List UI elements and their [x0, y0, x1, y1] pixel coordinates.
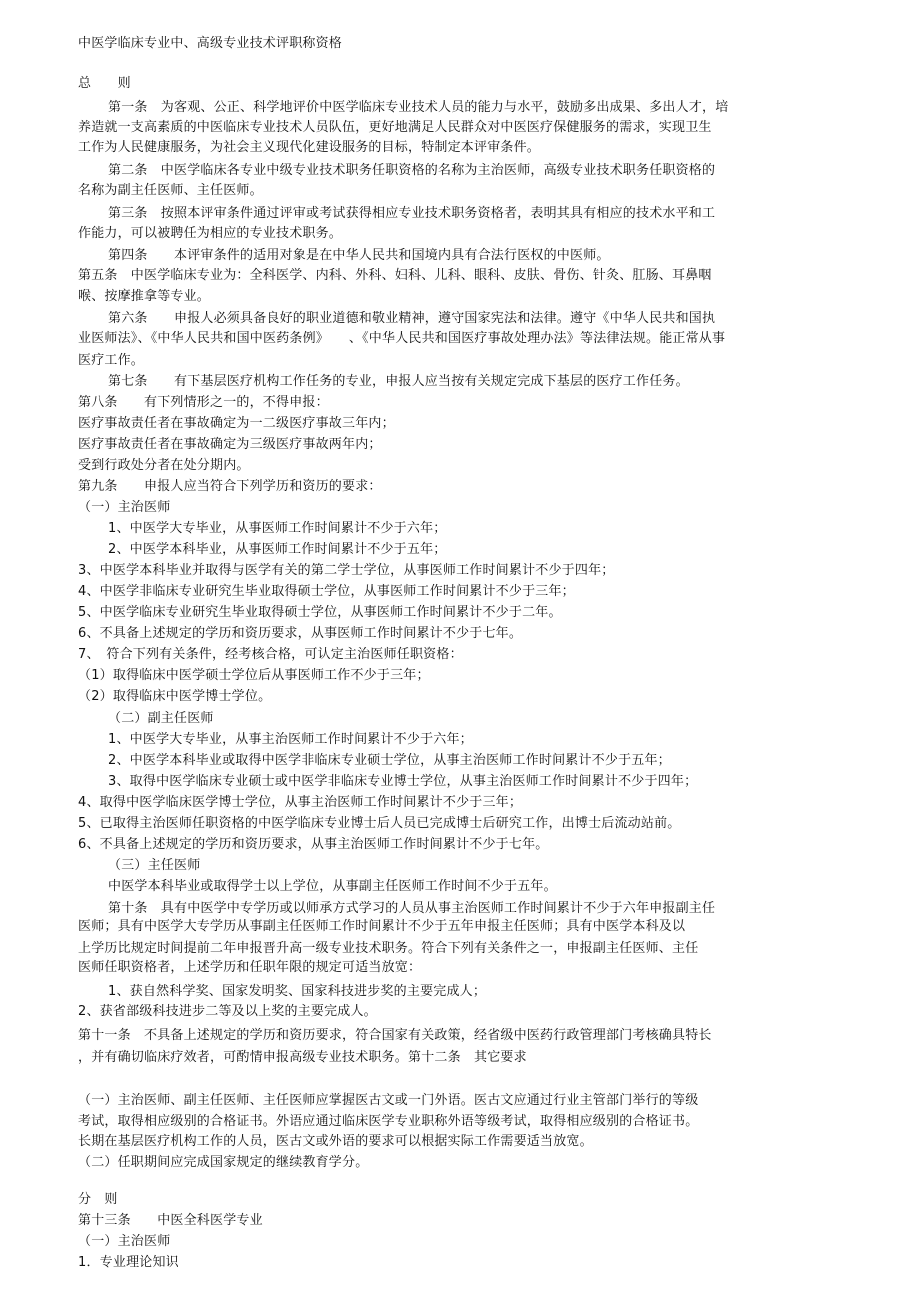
text-line: ，并有确切临床疗效者，可酌情申报高级专业技术职务。第十二条 其它要求: [78, 1050, 527, 1065]
text-line: 第二条 中医学临床各专业中级专业技术职务任职资格的名称为主治医师，高级专业技术职务任职资格的: [108, 163, 716, 178]
list-item: 1．专业理论知识: [78, 1255, 179, 1270]
text-line: （一）主治医师、副主任医师、主任医师应掌握医古文或一门外语。医古文应通过行业主管部门举行的等级: [78, 1093, 699, 1108]
text-line: 医疗事故责任者在事故确定为一二级医疗事故三年内；: [78, 416, 395, 431]
list-item: 1、获自然科学奖、国家发明奖、国家科技进步奖的主要完成人；: [108, 984, 487, 999]
text-line: 受到行政处分者在处分期内。: [78, 458, 250, 473]
subheading: （一）主治医师: [78, 1234, 171, 1249]
list-item: 4、中医学非临床专业研究生毕业取得硕士学位，从事医师工作时间累计不少于三年；: [78, 584, 575, 599]
text-line: 养造就一支高素质的中医临床专业技术人员队伍，更好地满足人民群众对中医医疗保健服务的需求，实现卫生: [78, 120, 712, 135]
text-line: 作能力，可以被聘任为相应的专业技术职务。: [78, 226, 343, 241]
text-line: （二）任职期间应完成国家规定的继续教育学分。: [78, 1155, 369, 1170]
list-item: 3、中医学本科毕业并取得与医学有关的第二学士学位，从事医师工作时间累计不少于四年；: [78, 563, 615, 578]
text-line: 考试，取得相应级别的合格证书。外语应通过临床医学专业职称外语等级考试，取得相应级别的合格证书。: [78, 1114, 699, 1129]
text-line: 医疗工作。: [78, 353, 145, 368]
list-item: 5、中医学临床专业研究生毕业取得硕士学位，从事医师工作时间累计不少于二年。: [78, 605, 562, 620]
subheading: （二）副主任医师: [108, 711, 214, 726]
text-line: 中医学本科毕业或取得学士以上学位，从事副主任医师工作时间不少于五年。: [108, 879, 557, 894]
list-item: 7、 符合下列有关条件，经考核合格，可认定主治医师任职资格：: [78, 647, 463, 662]
list-item: （2）取得临床中医学博士学位。: [78, 689, 272, 704]
list-item: 4、取得中医学临床医学博士学位，从事主治医师工作时间累计不少于三年；: [78, 795, 523, 810]
text-line: 长期在基层医疗机构工作的人员，医古文或外语的要求可以根据实际工作需要适当放宽。: [78, 1134, 593, 1149]
text-line: 第十一条 不具备上述规定的学历和资历要求，符合国家有关政策，经省级中医药行政管理部门考核确具特长: [78, 1028, 712, 1043]
list-item: 5、已取得主治医师任职资格的中医学临床专业博士后人员已完成博士后研究工作，出博士后流动站前。: [78, 816, 681, 831]
list-item: （1）取得临床中医学硕士学位后从事医师工作不少于三年；: [78, 668, 430, 683]
text-line: 医疗事故责任者在事故确定为三级医疗事故两年内；: [78, 437, 382, 452]
document-title: 中医学临床专业中、高级专业技术评职称资格: [78, 36, 343, 51]
text-line: 第十三条 中医全科医学专业: [78, 1213, 263, 1228]
subheading: （三）主任医师: [108, 858, 201, 873]
list-item: 1、中医学大专毕业，从事主治医师工作时间累计不少于六年；: [108, 732, 473, 747]
text-line: 医师；具有中医学大专学历从事副主任医师工作时间累计不少于五年申报主任医师；具有中医学本科及以: [78, 919, 686, 934]
text-line: 名称为副主任医师、主任医师。: [78, 183, 263, 198]
subheading: （一）主治医师: [78, 500, 171, 515]
list-item: 2、中医学本科毕业，从事医师工作时间累计不少于五年；: [108, 542, 447, 557]
text-line: 第九条 申报人应当符合下列学历和资历的要求：: [78, 479, 382, 494]
text-line: 第五条 中医学临床专业为：全科医学、内科、外科、妇科、儿科、眼科、皮肤、骨伤、针灸、肛肠、耳鼻咽: [78, 268, 712, 283]
text-line: 上学历比规定时间提前二年申报晋升高一级专业技术职务。符合下列有关条件之一，申报副主任医师、主任: [78, 941, 699, 956]
text-line: 第三条 按照本评审条件通过评审或考试获得相应专业技术职务资格者，表明其具有相应的技术水平和工: [108, 206, 716, 221]
text-line: 医师任职资格者，上述学历和任职年限的规定可适当放宽：: [78, 960, 422, 975]
section-heading-detailed: 分 则: [78, 1192, 118, 1207]
text-line: 第一条 为客观、公正、科学地评价中医学临床专业技术人员的能力与水平，鼓励多出成果、多出人才，培: [108, 100, 729, 115]
text-line: 喉、按摩推拿等专业。: [78, 289, 211, 304]
list-item: 6、不具备上述规定的学历和资历要求，从事医师工作时间累计不少于七年。: [78, 626, 523, 641]
list-item: 1、中医学大专毕业，从事医师工作时间累计不少于六年；: [108, 521, 447, 536]
text-line: 工作为人民健康服务，为社会主义现代化建设服务的目标，特制定本评审条件。: [78, 140, 541, 155]
section-heading-general: 总 则: [78, 76, 131, 91]
list-item: 2、获省部级科技进步二等及以上奖的主要完成人。: [78, 1004, 377, 1019]
list-item: 2、中医学本科毕业或取得中医学非临床专业硕士学位，从事主治医师工作时间累计不少于五年；: [108, 753, 671, 768]
text-line: 第六条 申报人必须具备良好的职业道德和敬业精神，遵守国家宪法和法律。遵守《中华人民共和国执: [108, 311, 716, 326]
text-line: 第四条 本评审条件的适用对象是在中华人民共和国境内具有合法行医权的中医师。: [108, 248, 610, 263]
text-line: 第十条 具有中医学中专学历或以师承方式学习的人员从事主治医师工作时间累计不少于六年申报副主任: [108, 901, 716, 916]
list-item: 3、取得中医学临床专业硕士或中医学非临床专业博士学位，从事主治医师工作时间累计不少于四年；: [108, 774, 698, 789]
text-line: 第七条 有下基层医疗机构工作任务的专业，申报人应当按有关规定完成下基层的医疗工作任务。: [108, 374, 689, 389]
text-line: 业医师法》、《中华人民共和国中医药条例》 、《中华人民共和国医疗事故处理办法》等法律法规。能正常从事: [78, 331, 726, 346]
list-item: 6、不具备上述规定的学历和资历要求，从事主治医师工作时间累计不少于七年。: [78, 837, 549, 852]
text-line: 第八条 有下列情形之一的，不得申报：: [78, 395, 329, 410]
